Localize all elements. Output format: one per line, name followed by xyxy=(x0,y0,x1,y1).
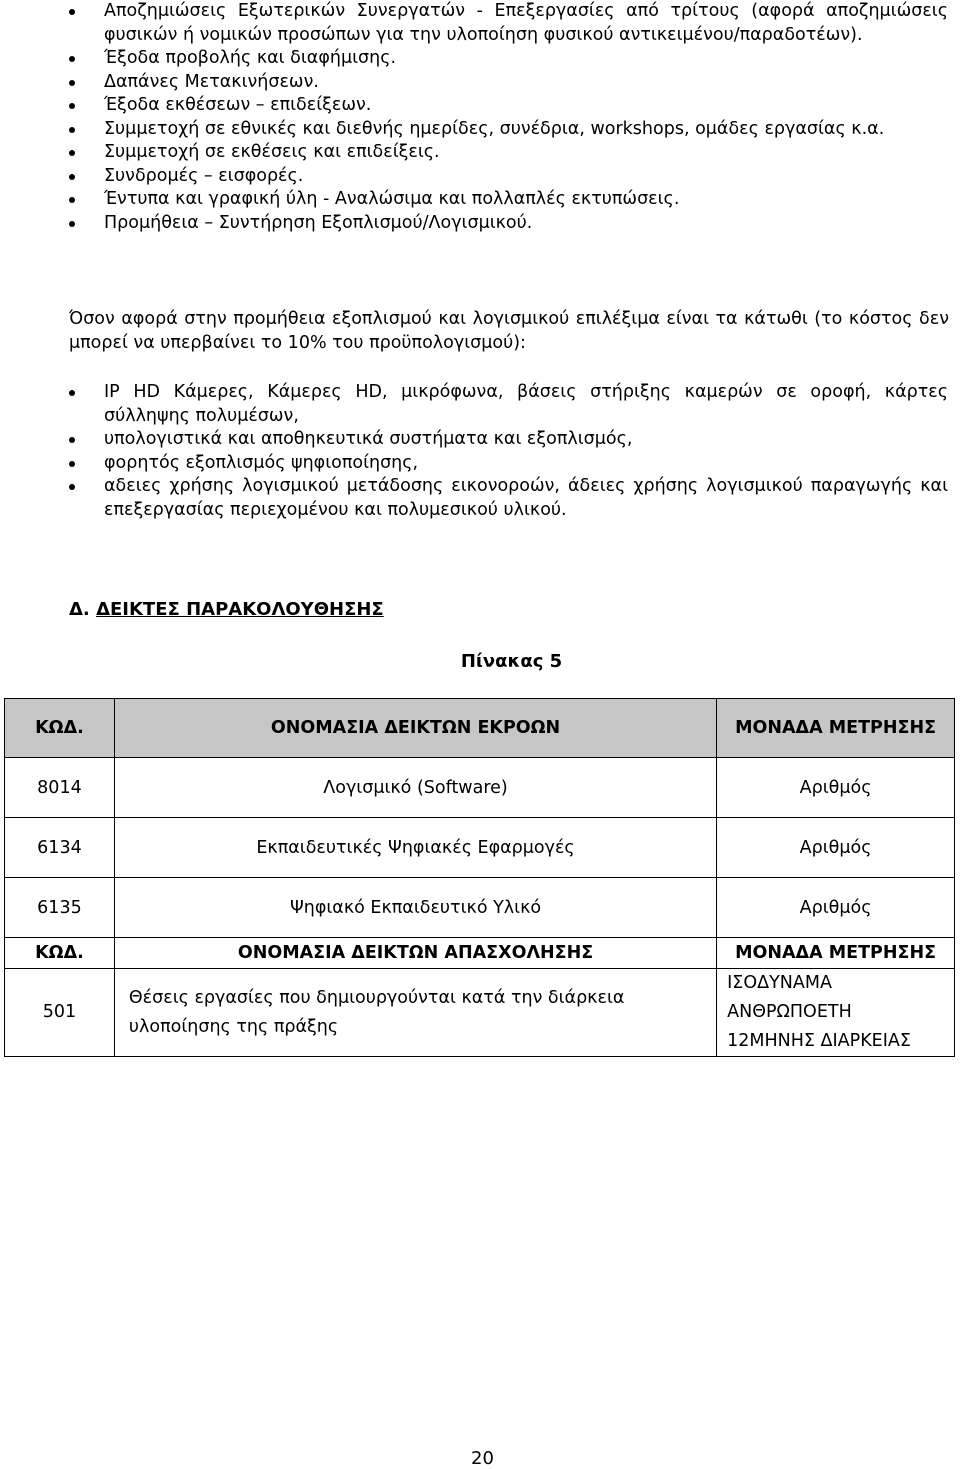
unit-line: ΑΝΘΡΩΠΟΕΤΗ xyxy=(727,1002,852,1022)
page-number: 20 xyxy=(471,1448,494,1469)
cell-name: Λογισμικό (Software) xyxy=(114,758,716,818)
table-caption: Πίνακας 5 xyxy=(460,651,563,672)
section-heading xyxy=(69,599,384,620)
cell-unit: Αριθμός xyxy=(717,818,955,878)
cell-name: Εκπαιδευτικές Ψηφιακές Εφαρμογές xyxy=(114,818,716,878)
header-name: ΟΝΟΜΑΣΙΑ ΔΕΙΚΤΩΝ ΑΠΑΣΧΟΛΗΣΗΣ xyxy=(114,938,716,969)
list-item: αδειες χρήσης λογισμικού μετάδοσης εικονοροών, άδειες χρήσης λογισμικού παραγωγής και επεξεργασίας περιεχομένου και πολυμεσικού υλικού. xyxy=(0,475,960,522)
list-item: Συνδρομές – εισφορές. xyxy=(0,165,960,189)
cell-code: 6135 xyxy=(5,878,115,938)
equipment-bullet-list xyxy=(0,381,960,522)
cell-code: 6134 xyxy=(5,818,115,878)
list-item: Συμμετοχή σε εθνικές και διεθνής ημερίδες, συνέδρια, workshops, ομάδες εργασίας κ.α. xyxy=(0,118,960,142)
indicators-table xyxy=(4,698,955,1057)
cell-unit: Αριθμός xyxy=(717,758,955,818)
equipment-paragraph: Όσον αφορά στην προμήθεια εξοπλισμού και λογισμικού επιλέξιμα είναι τα κάτωθι (το κόστος δεν μπορεί να υπερβαίνει το 10% του προϋπολογισμού): xyxy=(69,309,949,353)
list-item: Προμήθεια – Συντήρηση Εξοπλισμού/Λογισμικού. xyxy=(0,212,960,236)
table-row xyxy=(5,758,955,818)
cell-unit xyxy=(717,969,955,1057)
cell-unit: Αριθμός xyxy=(717,878,955,938)
header-unit: ΜΟΝΑΔΑ ΜΕΤΡΗΣΗΣ xyxy=(717,699,955,758)
list-item: Δαπάνες Μετακινήσεων. xyxy=(0,71,960,95)
table-row xyxy=(5,878,955,938)
table-header-row xyxy=(5,699,955,758)
unit-line: ΙΣΟΔΥΝΑΜΑ xyxy=(727,973,832,993)
section-prefix: Δ. xyxy=(69,599,90,620)
section-title: ΔΕΙΚΤΕΣ ΠΑΡΑΚΟΛΟΥΘΗΣΗΣ xyxy=(96,599,384,620)
list-item: υπολογιστικά και αποθηκευτικά συστήματα και εξοπλισμός, xyxy=(0,428,960,452)
table-header-row xyxy=(5,938,955,969)
list-item: φορητός εξοπλισμός ψηφιοποίησης, xyxy=(0,452,960,476)
table-row xyxy=(5,969,955,1057)
header-name: ΟΝΟΜΑΣΙΑ ΔΕΙΚΤΩΝ ΕΚΡΟΩΝ xyxy=(114,699,716,758)
expense-bullet-list xyxy=(0,0,960,235)
unit-line: 12ΜΗΝΗΣ ΔΙΑΡΚΕΙΑΣ xyxy=(727,1031,911,1051)
list-item: IP HD Κάμερες, Κάμερες HD, μικρόφωνα, βάσεις στήριξης καμερών σε οροφή, κάρτες σύλληψης πολυμέσων, xyxy=(0,381,960,428)
cell-name: Ψηφιακό Εκπαιδευτικό Υλικό xyxy=(114,878,716,938)
table-row xyxy=(5,818,955,878)
header-code: ΚΩΔ. xyxy=(5,938,115,969)
cell-code: 501 xyxy=(5,969,115,1057)
list-item: Έξοδα προβολής και διαφήμισης. xyxy=(0,47,960,71)
cell-name: Θέσεις εργασίες που δημιουργούνται κατά την διάρκεια υλοποίησης της πράξης xyxy=(114,969,716,1057)
list-item: Έντυπα και γραφική ύλη - Αναλώσιμα και πολλαπλές εκτυπώσεις. xyxy=(0,188,960,212)
list-item: Έξοδα εκθέσεων – επιδείξεων. xyxy=(0,94,960,118)
list-item: Συμμετοχή σε εκθέσεις και επιδείξεις. xyxy=(0,141,960,165)
list-item: Αποζημιώσεις Εξωτερικών Συνεργατών - Επεξεργασίες από τρίτους (αφορά αποζημιώσεις φυσικών ή νομικών προσώπων για την υλοποίηση φυσικού αντικειμένου/παραδοτέων). xyxy=(0,0,960,47)
cell-code: 8014 xyxy=(5,758,115,818)
header-code: ΚΩΔ. xyxy=(5,699,115,758)
header-unit: ΜΟΝΑΔΑ ΜΕΤΡΗΣΗΣ xyxy=(717,938,955,969)
